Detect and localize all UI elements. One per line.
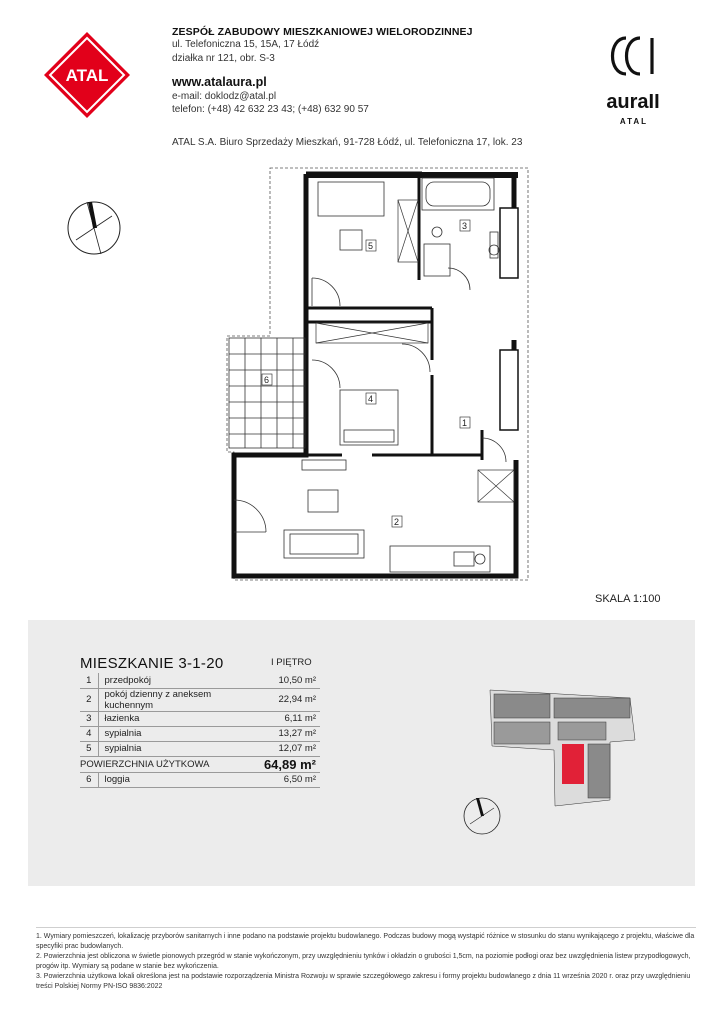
room-name: sypialnia — [98, 741, 260, 756]
table-row — [80, 711, 320, 726]
aura-logo-sub: ATAL — [619, 117, 649, 126]
project-plot: działka nr 121, obr. S-3 — [172, 53, 275, 64]
project-address: ul. Telefoniczna 15, 15A, 17 Łódź — [172, 39, 320, 50]
floor-label: I PIĘTRO — [271, 657, 312, 668]
project-header — [172, 26, 592, 116]
room-label-6: 6 — [264, 375, 270, 385]
atal-logo — [42, 30, 132, 120]
total-area: 64,89 m² — [260, 756, 320, 772]
table-row — [80, 726, 320, 741]
room-no: 6 — [80, 772, 98, 787]
footnote-3: 3. Powierzchnia użytkowa lokali określona jest na podstawie rozporządzenia Ministra Rozwoju w sprawie szczegółowego zakresu i formy projektu budowlanego z dnia 11 września 2020 r. oraz przy uwzględnieniu treści Polskiej Normy PN-ISO 9836:2022 — [36, 973, 691, 990]
table-row — [80, 772, 320, 787]
phone-contact: telefon: (+48) 42 632 23 43; (+48) 632 90 57 — [172, 104, 369, 115]
scale-label: SKALA 1:100 — [595, 593, 661, 605]
footnote-2: 2. Powierzchnia jest obliczona w świetle pionowych przegród w stanie wykończonym, przy uwzględnieniu tynków i okładzin o grubości 1,5cm, na poziomie podłogi oraz bez uwzględnienia listew przypodłogowych, progów itp. Wymiary są podane w stanie bez wykończenia. — [36, 953, 691, 970]
room-label-4: 4 — [368, 394, 374, 404]
room-no: 1 — [80, 673, 98, 688]
atal-logo-text: ATAL — [65, 66, 109, 85]
apartment-highlight — [562, 744, 584, 784]
footnotes — [36, 927, 696, 992]
room-no: 4 — [80, 726, 98, 741]
room-name: przedpokój — [98, 673, 260, 688]
room-no: 2 — [80, 688, 98, 711]
table-row — [80, 673, 320, 688]
room-label-1: 1 — [462, 418, 468, 428]
building-key-plan — [470, 680, 650, 810]
total-row — [80, 756, 320, 772]
room-area: 6,11 m² — [260, 711, 320, 726]
room-area: 10,50 m² — [260, 673, 320, 688]
compass-icon — [66, 200, 122, 256]
website-link[interactable]: www.atalaura.pl — [172, 75, 267, 89]
room-area: 6,50 m² — [260, 772, 320, 787]
room-area: 12,07 m² — [260, 741, 320, 756]
room-name: pokój dzienny z aneksem kuchennym — [98, 688, 260, 711]
room-no: 3 — [80, 711, 98, 726]
aura-logo-text: auraII — [606, 91, 660, 113]
table-row — [80, 741, 320, 756]
total-label: POWIERZCHNIA UŻYTKOWA — [80, 756, 260, 772]
room-label-5: 5 — [368, 241, 374, 251]
room-table — [80, 673, 320, 788]
room-no: 5 — [80, 741, 98, 756]
apartment-title: MIESZKANIE 3-1-20 — [80, 655, 224, 672]
room-area: 22,94 m² — [260, 688, 320, 711]
table-row — [80, 688, 320, 711]
footnote-1: 1. Wymiary pomieszczeń, lokalizację przyborów sanitarnych i inne podano na podstawie projektu budowlanego. Podczas budowy mogą wystąpić różnice w stosunku do stanu wynikającego z projektu, właściwe dla specyfiki prac budowlanych. — [36, 933, 695, 950]
room-area: 13,27 m² — [260, 726, 320, 741]
room-label-2: 2 — [394, 517, 400, 527]
aura-logo — [588, 30, 678, 130]
sales-office: ATAL S.A. Biuro Sprzedaży Mieszkań, 91-728 Łódź, ul. Telefoniczna 17, lok. 23 — [172, 137, 523, 148]
compass-icon — [462, 796, 502, 836]
project-title: ZESPÓŁ ZABUDOWY MIESZKANIOWEJ WIELORODZINNEJ — [172, 26, 473, 38]
room-name: sypialnia — [98, 726, 260, 741]
room-name: łazienka — [98, 711, 260, 726]
floor-plan — [222, 160, 542, 590]
email-contact[interactable]: e-mail: doklodz@atal.pl — [172, 91, 277, 102]
room-name: loggia — [98, 772, 260, 787]
room-label-3: 3 — [462, 221, 468, 231]
